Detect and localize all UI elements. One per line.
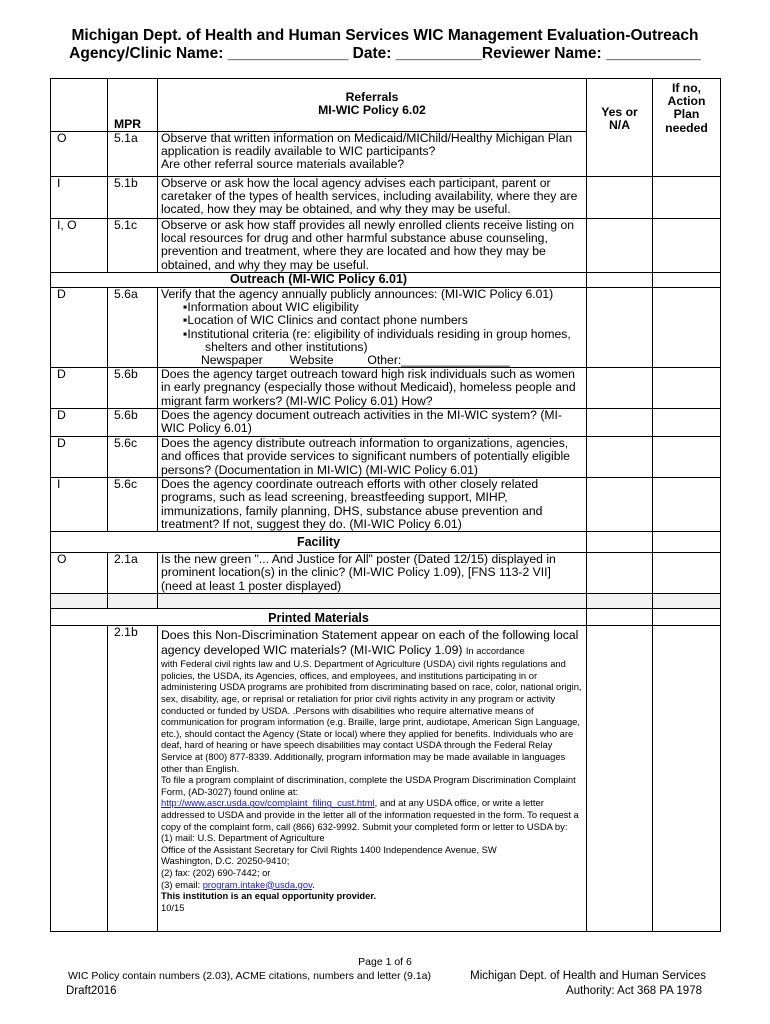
bullet-continuation: shelters and other institutions): [205, 339, 368, 354]
action-plan-header: If no, Action Plan needed: [653, 79, 721, 177]
yes-na-cell[interactable]: [587, 437, 653, 478]
row-text: Observe or ask how the local agency advises each participant, parent or caretaker of the types of health services, including availability, where they are located, how they may be obtained, and why they may be useful.: [158, 177, 587, 219]
row-mpr: 5.1c: [108, 219, 158, 273]
row-mpr: 5.6c: [108, 478, 158, 532]
row-text: Does the agency document outreach activities in the MI-WIC system? (MI-WIC Policy 6.01): [158, 409, 587, 437]
section-row: [51, 532, 721, 553]
complaint-form-link[interactable]: http://www.ascr.usda.gov/complaint_filing_cust.html: [161, 797, 375, 809]
statement-paragraph: with Federal civil rights law and U.S. Department of Agriculture (USDA) civil rights regulations and policies, the USDA, its Agencies, offices, and employees, and institutions participating in or administering USDA programs are prohibited from discriminating based on race, color, national origin, sex, disability, age, or reprisal or retaliation for prior civil rights activity in any program or activity conducted or funded by USDA. .Persons with disabilities who require alternative means of communication for program information (e.g. Braille, large print, audiotape, American Sign Language, etc.), should contact the Agency (State or local) where they applied for benefits. Individuals who are deaf, hard of hearing or have speech disabilities may contact USDA through the Federal Relay Service at (800) 877-8339. Additionally, program information may be made available in languages other than English.: [161, 658, 582, 774]
mail-address-line: Washington, D.C. 20250-9410;: [161, 855, 290, 867]
row-text: Observe or ask how staff provides all newly enrolled clients receive listing on local resources for drug and other harmful substance abuse counseling, prevention and treatment, where they are located and how they may be obtained, and why they may be useful.: [158, 219, 587, 273]
row-level: I: [51, 478, 108, 532]
table-row: [51, 437, 721, 478]
action-plan-cell[interactable]: [653, 219, 721, 273]
table-row: [51, 219, 721, 273]
action-plan-cell[interactable]: [653, 626, 721, 932]
row-text: Does the agency coordinate outreach efforts with other closely related programs, such as lead screening, breastfeeding support, MIHP, immunizations, family planning, DHS, substance abuse prevention and treatment? If not, suggest they do. (MI-WIC Policy 6.01): [158, 478, 587, 532]
agency-date-reviewer-line: Agency/Clinic Name: ______________ Date: __________Reviewer Name: ___________: [69, 45, 701, 62]
row-text: Observe that written information on Medicaid/MIChild/Healthy Michigan Plan application is readily available to WIC participants? Are other referral source materials available?: [158, 132, 587, 177]
fax-line: (2) fax: (202) 690-7442; or: [161, 866, 271, 878]
row-mpr: 5.6a: [108, 288, 158, 368]
spacer-row: [51, 594, 721, 609]
bullet-item: ▪Location of WIC Clinics and contact phone numbers: [183, 313, 468, 328]
footer-draft: Draft2016: [66, 985, 117, 997]
row-text: Does the agency distribute outreach information to organizations, agencies, and offices that provide services to significant numbers of potentially eligible persons? (Documentation in MI-WIC) (MI-WIC Policy 6.01): [158, 437, 587, 478]
section-row: [51, 273, 721, 288]
statement-complaint: To file a program complaint of discrimination, complete the USDA Program Discrimination Complaint Form, (AD-3027) found online at:: [161, 774, 576, 797]
statement-submit: , and at any USDA office, or write a letter addressed to USDA and provide in the letter all of the information requested in the form. To request a copy of the complaint form, call (866) 632-9992. Submit your completed form or letter to USDA by:: [161, 797, 579, 832]
row-level: O: [51, 553, 108, 594]
table-row: [51, 626, 721, 932]
table-row: [51, 553, 721, 594]
mail-address-line: Office of the Assistant Secretary for Civil Rights 1400 Independence Avenue, SW: [161, 843, 497, 855]
row-text: Does the agency target outreach toward high risk individuals such as women in early pregnancy (especially those without Medicaid), homeless people and migrant farm workers? (MI-WIC Policy 6.01) How?: [158, 368, 587, 409]
table-row: [51, 368, 721, 409]
footer-authority: Authority: Act 368 PA 1978: [566, 985, 702, 997]
action-plan-cell[interactable]: [653, 177, 721, 219]
action-plan-cell[interactable]: [653, 437, 721, 478]
row-mpr: 2.1b: [108, 626, 158, 932]
row-level: D: [51, 288, 108, 368]
row-level: I, O: [51, 219, 108, 273]
action-plan-cell[interactable]: [653, 368, 721, 409]
statement-lead: In accordance: [465, 645, 525, 657]
evaluation-table: [50, 78, 720, 932]
email-label: (3) email:: [161, 878, 203, 890]
yes-na-cell[interactable]: [587, 553, 653, 594]
action-plan-cell[interactable]: [653, 553, 721, 594]
table-row: [51, 288, 721, 368]
yes-na-cell[interactable]: [587, 478, 653, 532]
table-row: [51, 177, 721, 219]
section-outreach: Outreach (MI-WIC Policy 6.01): [51, 273, 587, 288]
section-facility: Facility: [51, 532, 587, 553]
row-mpr: 5.1a: [108, 132, 158, 177]
section-printed-materials: Printed Materials: [51, 609, 587, 626]
yes-na-header: Yes or N/A: [587, 79, 653, 177]
row-text: Verify that the agency annually publicly announces: (MI-WIC Policy 6.01): [161, 287, 554, 301]
section-row: [51, 609, 721, 626]
action-plan-cell[interactable]: [653, 478, 721, 532]
mail-address-line: (1) mail: U.S. Department of Agriculture: [161, 832, 325, 844]
row-level: D: [51, 409, 108, 437]
yes-na-cell[interactable]: [587, 288, 653, 368]
row-mpr: 2.1a: [108, 553, 158, 594]
bullet-item: ▪Information about WIC eligibility: [183, 300, 359, 315]
yes-na-cell[interactable]: [587, 626, 653, 932]
email-link[interactable]: program.intake@usda.gov: [202, 878, 313, 890]
yes-na-cell[interactable]: [587, 219, 653, 273]
row-mpr: 5.6c: [108, 437, 158, 478]
action-plan-cell[interactable]: [653, 409, 721, 437]
action-plan-cell[interactable]: [653, 288, 721, 368]
yes-na-cell[interactable]: [587, 409, 653, 437]
row-level: D: [51, 368, 108, 409]
referrals-title: Referrals: [345, 90, 399, 104]
email-end: .: [312, 878, 315, 890]
equal-opportunity-line: This institution is an equal opportunity provider.: [161, 890, 377, 902]
row-level: O: [51, 132, 108, 177]
bullet-item: ▪Institutional criteria (re: eligibility of individuals residing in group homes,: [183, 326, 571, 341]
row-mpr: 5.6b: [108, 409, 158, 437]
row-mpr: 5.6b: [108, 368, 158, 409]
document-title: Michigan Dept. of Health and Human Services WIC Management Evaluation-Outreach: [71, 27, 699, 44]
table-row: [51, 478, 721, 532]
table-header-row: [51, 79, 721, 132]
yes-na-cell[interactable]: [587, 368, 653, 409]
table-row: [51, 409, 721, 437]
footer-department: Michigan Dept. of Health and Human Services: [470, 970, 706, 982]
row-text: Is the new green "... And Justice for All" poster (Dated 12/15) displayed in prominent location(s) in the clinic? (MI-WIC Policy 1.09), [FNS 113-2 VII] (need at least 1 poster displayed): [158, 553, 587, 594]
row-mpr: 5.1b: [108, 177, 158, 219]
row-level: I: [51, 177, 108, 219]
mpr-header: MPR: [108, 79, 158, 132]
footer-note: WIC Policy contain numbers (2.03), ACME citations, numbers and letter (9.1a): [68, 970, 431, 982]
page-number: Page 1 of 6: [358, 956, 412, 968]
statement-date: 10/15: [161, 901, 185, 913]
yes-na-cell[interactable]: [587, 177, 653, 219]
row-text: Does this Non-Discrimination Statement appear on each of the following local agency developed WIC materials? (MI-WIC Policy 1.09): [161, 628, 579, 658]
referrals-policy: MI-WIC Policy 6.02: [318, 103, 426, 118]
media-options: Newspaper Website Other:________________: [201, 353, 510, 368]
row-level: D: [51, 437, 108, 478]
